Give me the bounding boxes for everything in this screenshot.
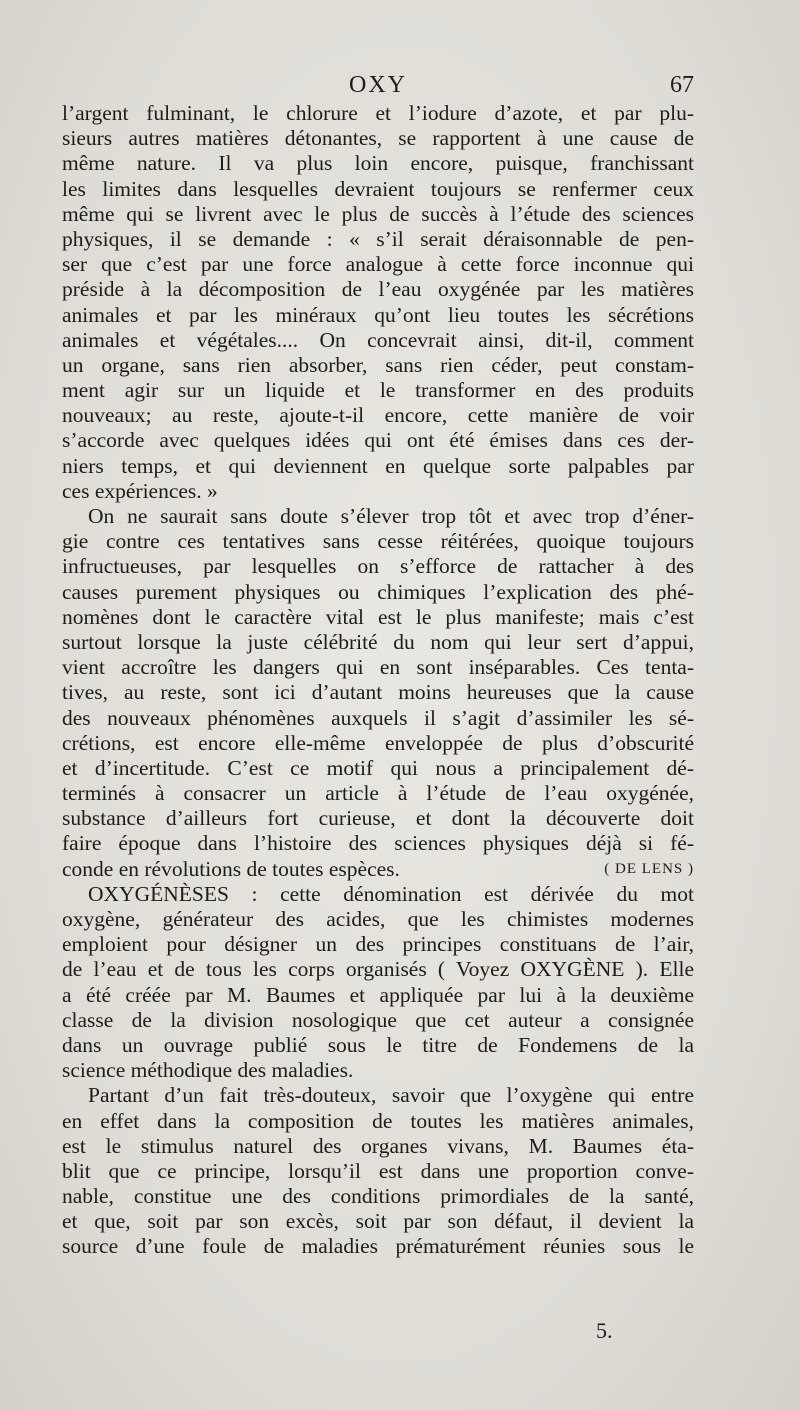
text-line: et que, soit par son excès, soit par son défaut, il devient la: [62, 1209, 694, 1234]
text-line: On ne saurait sans doute s’élever trop tôt et avec trop d’éner-: [88, 504, 694, 528]
text-line: et d’incertitude. C’est ce motif qui nous a principalement dé-: [62, 755, 694, 780]
text-line: ment agir sur un liquide et le transformer en des produits: [62, 378, 694, 403]
text-line: science méthodique des maladies.: [62, 1058, 354, 1083]
text-line: vient accroître les dangers qui en sont inséparables. Ces tenta-: [62, 655, 694, 680]
text-line: ser que c’est par une force analogue à cette force inconnue qui: [62, 252, 694, 277]
text-line: surtout lorsque la juste célébrité du nom qui leur sert d’appui,: [62, 629, 694, 654]
text-line: crétions, est encore elle-même enveloppée de plus d’obscurité: [62, 730, 694, 755]
text-line: animales et végétales.... On concevrait ainsi, dit-il, comment: [62, 327, 694, 352]
text-line: a été créée par M. Baumes et appliquée par lui à la deuxième: [62, 982, 694, 1007]
text-line: causes purement physiques ou chimiques l’explication des phé-: [62, 579, 694, 604]
text-line: Partant d’un fait très-douteux, savoir que l’oxygène qui entre: [88, 1083, 694, 1108]
text-line: infructueuses, par lesquelles on s’efforce de rattacher à des: [62, 554, 694, 579]
text-line: nouveaux; au reste, ajoute-t-il encore, cette manière de voir: [62, 403, 694, 428]
body-text: [62, 101, 694, 1260]
text-line: même qui se livrent avec le plus de succès à l’étude des sciences: [62, 201, 694, 226]
text-line: l’argent fulminant, le chlorure et l’iodure d’azote, et par plu-: [62, 101, 694, 125]
text-line: nable, constitue une des conditions primordiales de la santé,: [62, 1184, 694, 1209]
text-line: emploient pour désigner un des principes constituans de l’air,: [62, 932, 694, 957]
text-line: est le stimulus naturel des organes vivans, M. Baumes éta-: [62, 1133, 694, 1158]
signature-mark: 5.: [596, 1318, 613, 1343]
text-line: ces expériences. »: [62, 478, 218, 503]
text-line: s’accorde avec quelques idées qui ont été émises dans ces der-: [62, 428, 694, 453]
text-line: dans un ouvrage publié sous le titre de Fondemens de la: [62, 1032, 694, 1057]
text-line: terminés à consacrer un article à l’étude de l’eau oxygénée,: [62, 781, 694, 806]
running-head: OXY: [349, 72, 407, 98]
text-line: conde en révolutions de toutes espèces.: [62, 856, 400, 881]
text-line: faire époque dans l’histoire des sciences physiques déjà si fé-: [62, 831, 694, 856]
page-number: 67: [670, 72, 694, 98]
text-line: préside à la décomposition de l’eau oxygénée par les matières: [62, 277, 694, 302]
text-line: substance d’ailleurs fort curieuse, et dont la découverte doit: [62, 806, 694, 831]
text-line-with-signature: [62, 857, 694, 882]
text-line: des nouveaux phénomènes auxquels il s’agit d’assimiler les sé-: [62, 705, 694, 730]
text-line: un organe, sans rien absorber, sans rien céder, peut constam-: [62, 352, 694, 377]
text-line: physiques, il se demande : « s’il serait déraisonnable de pen-: [62, 226, 694, 251]
text-line: animales et par les minéraux qu’ont lieu toutes les sécrétions: [62, 302, 694, 327]
text-line: niers temps, et qui deviennent en quelque sorte palpables par: [62, 453, 694, 478]
page-header: [62, 72, 694, 102]
text-line: blit que ce principe, lorsqu’il est dans une proportion conve-: [62, 1158, 694, 1183]
text-line: de l’eau et de tous les corps organisés ( Voyez OXYGÈNE ). Elle: [62, 957, 694, 982]
text-line: sieurs autres matières détonantes, se rapportent à une cause de: [62, 126, 694, 151]
text-line: tives, au reste, sont ici d’autant moins heureuses que la cause: [62, 680, 694, 705]
text-line: gie contre ces tentatives sans cesse réitérées, quoique toujours: [62, 529, 694, 554]
text-line: source d’une foule de maladies prématurément réunies sous le: [62, 1234, 694, 1259]
entry-heading-line: OXYGÉNÈSES : cette dénomination est dérivée du mot: [88, 881, 694, 906]
text-line: même nature. Il va plus loin encore, puisque, franchissant: [62, 151, 694, 176]
author-signature: ( DE LENS ): [604, 860, 694, 877]
text-line: en effet dans la composition de toutes les matières animales,: [62, 1108, 694, 1133]
text-line: classe de la division nosologique que cet auteur a consignée: [62, 1007, 694, 1032]
text-line: oxygène, générateur des acides, que les chimistes modernes: [62, 907, 694, 931]
text-line: les limites dans lesquelles devraient toujours se renfermer ceux: [62, 176, 694, 201]
text-line: nomènes dont le caractère vital est le plus manifeste; mais c’est: [62, 604, 694, 629]
